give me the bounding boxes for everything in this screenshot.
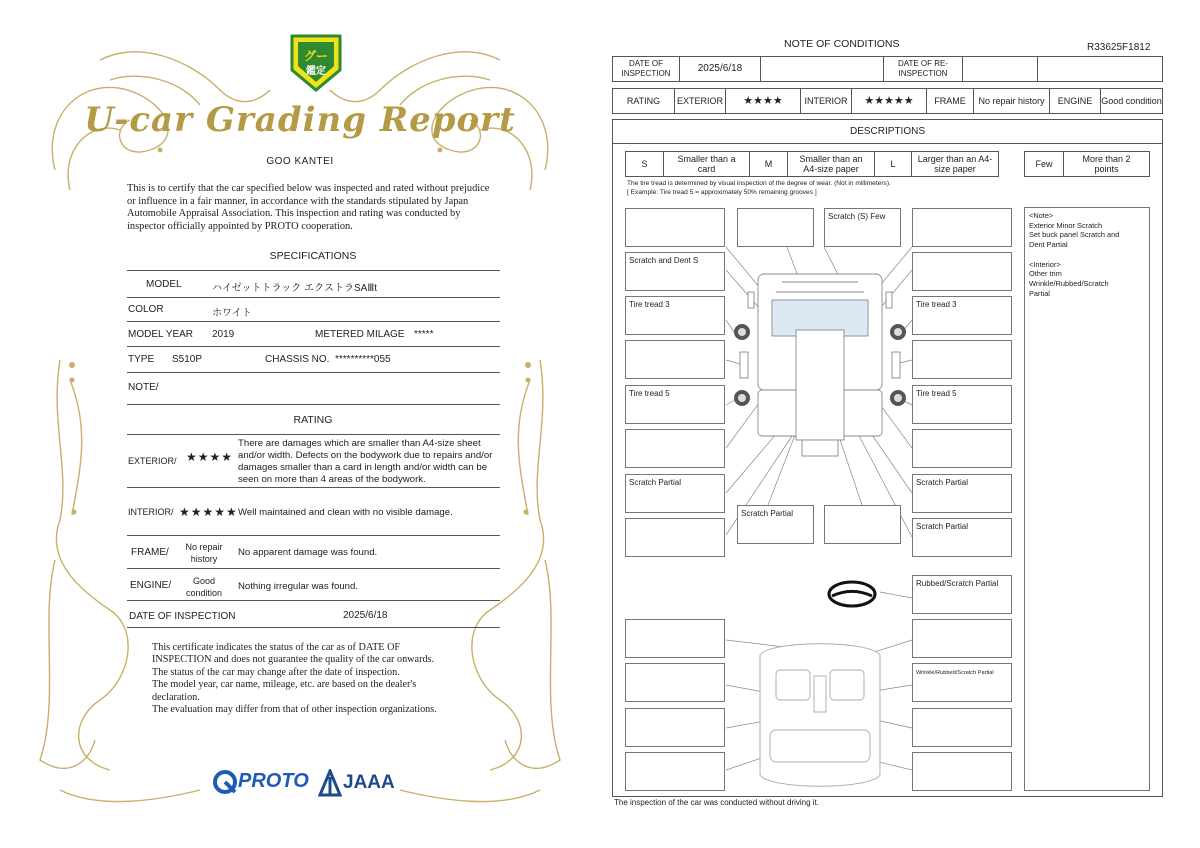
footer-line: The evaluation may differ from that of other inspection organizations. [152, 704, 437, 716]
condition-box [912, 385, 1012, 424]
note-line: Wrinkle/Rubbed/Scratch [1029, 278, 1109, 288]
legend-m-desc: Smaller than an A4-size paper [787, 151, 875, 177]
footer-line: The model year, car name, mileage, etc. are based on the dealer's [152, 679, 417, 691]
exterior-stars: ★★★★ [725, 88, 801, 114]
color-value: ホワイト [212, 308, 252, 319]
condition-label: Tire tread 3 [916, 300, 957, 309]
condition-box [625, 208, 725, 247]
descriptions-heading: DESCRIPTIONS [612, 119, 1163, 144]
proto-logo-text: PROTO [238, 770, 309, 792]
date-of-inspection-value: 2025/6/18 [679, 56, 761, 82]
sheet-title: NOTE OF CONDITIONS [784, 38, 900, 50]
rating-heading: RATING [293, 414, 333, 426]
exterior-description: There are damages which are smaller than A4-size sheet and/or width. Defects on the bodywork due to repairs and/or damages smaller than a card in length and/or width can be seen on more than 4 areas of the bodywork. [238, 438, 493, 485]
condition-box [912, 708, 1012, 747]
jaaa-logo-text: JAAA [343, 772, 395, 793]
frame-description: No apparent damage was found. [238, 547, 378, 558]
model-year-value: 2019 [212, 329, 235, 340]
chassis-label: CHASSIS NO. [265, 354, 330, 365]
condition-label: Scratch Partial [741, 509, 794, 518]
exterior-label: EXTERIOR [674, 88, 726, 114]
condition-label: Scratch (S) Few [828, 212, 886, 221]
rating-label: RATING [612, 88, 675, 114]
note-line: Other trim [1029, 269, 1062, 279]
condition-box [625, 340, 725, 379]
model-value: ハイゼットトラック エクストラSAⅢt [212, 283, 377, 294]
goo-kantei-badge-icon [288, 30, 344, 94]
condition-box [912, 752, 1012, 791]
divider [127, 568, 500, 569]
condition-box [625, 518, 725, 557]
divider [127, 535, 500, 536]
model-year-label: MODEL YEAR [128, 329, 194, 340]
condition-box [737, 505, 814, 544]
condition-label: Scratch Partial [916, 478, 969, 487]
legend-s: S [625, 151, 664, 177]
legend-few: Few [1024, 151, 1064, 177]
report-title: U-car Grading Report [84, 100, 516, 140]
condition-box [912, 252, 1012, 291]
condition-box [737, 208, 814, 247]
condition-box [912, 575, 1012, 614]
divider [127, 346, 500, 347]
interior-stars: ★★★★★ [851, 88, 927, 114]
tire-note: The tire tread is determined by visual inspection of the degree of wear. (Not in millimeters). [627, 180, 891, 187]
date-of-inspection-label: DATE OF INSPECTION [129, 611, 236, 622]
note-line: Set buck panel Scratch and [1029, 230, 1120, 240]
date-of-inspection-value: 2025/6/18 [343, 610, 388, 621]
engine-value: Good condition [185, 576, 223, 598]
inspection-footnote: The inspection of the car was conducted without driving it. [614, 798, 819, 807]
divider [127, 600, 500, 601]
svg-text:グー: グー [303, 49, 329, 63]
report-subtitle: GOO KANTEI [266, 156, 334, 167]
frame-label: FRAME [926, 88, 974, 114]
condition-box [824, 505, 901, 544]
condition-label: Scratch and Dent S [629, 256, 699, 265]
footer-line: The status of the car may change after the date of inspection. [152, 666, 400, 678]
frame-value: No repair history [185, 542, 223, 564]
footer-line: declaration. [152, 691, 200, 703]
chassis-value: **********055 [335, 354, 391, 365]
note-line: Dent Partial [1029, 240, 1068, 250]
engine-description: Nothing irregular was found. [238, 581, 358, 592]
exterior-label: EXTERIOR/ [128, 456, 177, 466]
divider [127, 270, 500, 271]
condition-box [625, 474, 725, 513]
metered-milage-value: ***** [414, 329, 434, 340]
frame-label: FRAME/ [131, 547, 169, 558]
interior-stars: ★★★★★ [179, 505, 238, 519]
engine-label: ENGINE [1049, 88, 1101, 114]
condition-label: Rubbed/Scratch Partial [916, 579, 999, 588]
divider [127, 321, 500, 322]
condition-box [912, 474, 1012, 513]
date-of-inspection-label: DATE OF INSPECTION [612, 56, 680, 82]
color-label: COLOR [128, 304, 164, 315]
divider [127, 627, 500, 628]
engine-label: ENGINE/ [130, 580, 172, 591]
interior-description: Well maintained and clean with no visible damage. [238, 507, 453, 518]
proto-logo-icon [213, 770, 237, 796]
condition-box [625, 385, 725, 424]
condition-box [912, 663, 1012, 702]
condition-label: Wrinkle/Rubbed/Scratch Partial [916, 670, 994, 676]
note-line: <Note> [1029, 211, 1054, 220]
engine-value: Good condition [1100, 88, 1163, 114]
condition-box [912, 208, 1012, 247]
divider [127, 297, 500, 298]
date-of-reinspection-label: DATE OF RE-INSPECTION [883, 56, 963, 82]
exterior-stars: ★★★★ [186, 450, 234, 464]
certificate-footer [152, 642, 482, 716]
condition-label: Scratch Partial [916, 522, 969, 531]
legend-l-desc: Larger than an A4-size paper [911, 151, 999, 177]
certification-statement: This is to certify that the car specified below was inspected and rated without prejudice or influence in a fair manner, in accordance with the standards stipulated by Japan Automobile Appraisal Association. This inspection and rating was conducted by inspector officially appointed by PROTO cooperation. [127, 183, 490, 232]
condition-label: Tire tread 5 [916, 389, 957, 398]
model-label: MODEL [146, 279, 182, 290]
type-label: TYPE [128, 354, 155, 365]
note-label: NOTE/ [128, 382, 159, 393]
condition-box [912, 429, 1012, 468]
note-spacer [1029, 250, 1145, 260]
note-line: Exterior Minor Scratch [1029, 220, 1103, 230]
condition-box [625, 252, 725, 291]
condition-box [625, 296, 725, 335]
condition-label: Tire tread 5 [629, 389, 670, 398]
condition-box [912, 296, 1012, 335]
frame-value: No repair history [973, 88, 1050, 114]
condition-box [824, 208, 901, 247]
tire-example: [ Example: Tire tread 5 = approximately 50% remaining grooves ] [627, 189, 817, 196]
note-of-conditions-sheet [600, 0, 1200, 848]
type-value: S510P [172, 354, 203, 365]
condition-label: Scratch Partial [629, 478, 682, 487]
legend-few-desc: More than 2 points [1063, 151, 1150, 177]
interior-label: INTERIOR/ [128, 507, 174, 517]
condition-box [625, 752, 725, 791]
specifications-heading: SPECIFICATIONS [269, 250, 357, 262]
legend-l: L [874, 151, 912, 177]
footer-line: INSPECTION and does not guarantee the quality of the car onwards. [152, 654, 435, 666]
condition-box [625, 663, 725, 702]
condition-label: Tire tread 3 [629, 300, 670, 309]
condition-box [625, 429, 725, 468]
metered-milage-label: METERED MILAGE [315, 329, 405, 340]
divider [127, 487, 500, 488]
interior-label: INTERIOR [800, 88, 852, 114]
divider [127, 404, 500, 405]
note-line: <Interior> [1029, 259, 1061, 269]
condition-box [912, 340, 1012, 379]
jaaa-logo-icon [318, 769, 342, 797]
condition-box [912, 619, 1012, 658]
condition-box [625, 619, 725, 658]
condition-box [625, 708, 725, 747]
divider [127, 434, 500, 435]
svg-text:鑑定: 鑑定 [306, 66, 326, 77]
legend-m: M [749, 151, 788, 177]
reference-number: R33625F1812 [1087, 42, 1151, 53]
condition-box [912, 518, 1012, 557]
notes-panel [1024, 207, 1150, 791]
legend-s-desc: Smaller than a card [663, 151, 750, 177]
note-line: Partial [1029, 288, 1050, 298]
footer-line: This certificate indicates the status of the car as of DATE OF [152, 642, 401, 653]
divider [127, 372, 500, 373]
